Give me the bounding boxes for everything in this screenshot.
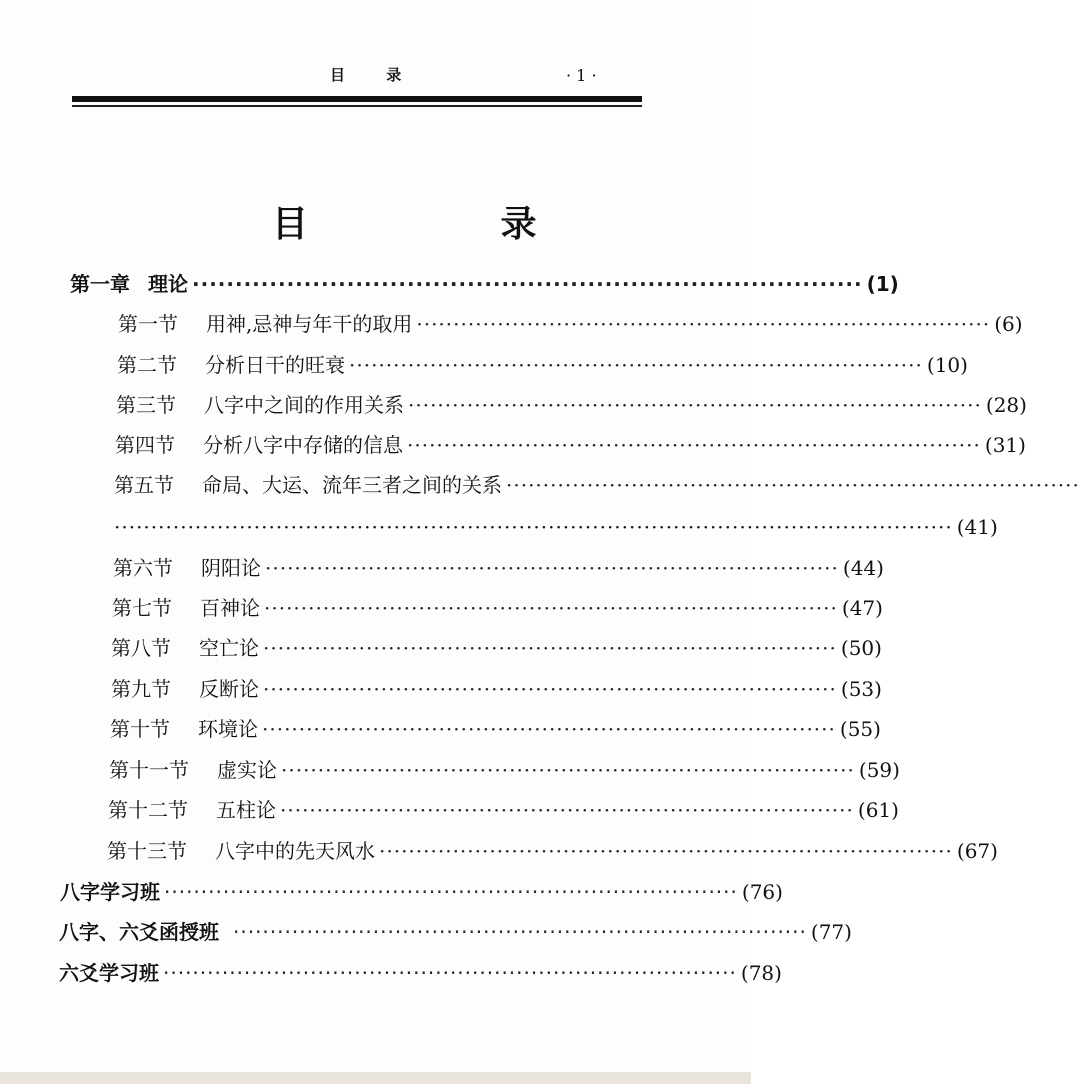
toc-label: 第十节 (110, 717, 170, 741)
toc-entry-correspondence-class (59, 918, 852, 946)
toc-page: (55) (839, 717, 881, 741)
toc-label: 第一章 (70, 272, 130, 296)
toc-title: 用神,忌神与年干的取用 (206, 312, 413, 336)
toc-page: (28) (985, 393, 1027, 417)
toc-title: 八字中的先天风水 (215, 839, 375, 863)
toc-page: (78) (740, 961, 782, 985)
toc-label: 第七节 (112, 596, 172, 620)
toc-title: 百神论 (200, 596, 260, 620)
toc-title: 虚实论 (217, 758, 277, 782)
toc-leader: ·············································································· (408, 393, 982, 417)
toc-page: (41) (956, 515, 998, 539)
toc-label: 第三节 (116, 393, 176, 417)
toc-leader: ·············································································· (192, 272, 863, 296)
toc-leader: ·············································································· (262, 717, 836, 741)
page-bottom-edge (0, 1072, 751, 1084)
toc-entry-section7 (112, 594, 883, 622)
running-header (0, 62, 751, 86)
toc-label: 第二节 (117, 353, 177, 377)
toc-title: 八字学习班 (60, 880, 160, 904)
toc-entry-section5-continued (114, 513, 998, 541)
toc-label: 第一节 (118, 312, 178, 336)
toc-page: (67) (956, 839, 998, 863)
toc-leader: ·············································································· (407, 433, 981, 457)
toc-title: 八字中之间的作用关系 (204, 393, 404, 417)
toc-leader: ·················································································································· (114, 515, 953, 539)
toc-entry-section2 (117, 351, 968, 379)
toc-leader: ·············································································· (264, 596, 838, 620)
toc-title: 分析日干的旺衰 (205, 353, 345, 377)
toc-leader: ·············································································· (263, 677, 837, 701)
toc-entry-section12 (108, 796, 899, 824)
toc-title: 八字、六爻函授班 (59, 920, 219, 944)
toc-title: 环境论 (198, 717, 258, 741)
toc-entry-chapter1 (70, 270, 899, 298)
header-rule-thin (72, 105, 642, 107)
page-number: · 1 · (566, 66, 597, 85)
toc-entry-section5 (114, 471, 1080, 499)
running-title: 目 录 (330, 66, 420, 84)
toc-leader: ·············································································· (506, 473, 1080, 497)
toc-label: 第八节 (111, 636, 171, 660)
toc-title: 反断论 (199, 677, 259, 701)
toc-entry-study-class-liuyao (59, 959, 782, 987)
toc-entry-study-class-bazi (60, 878, 783, 906)
toc-leader: ·············································································· (416, 312, 991, 336)
toc-entry-section1 (118, 310, 1023, 338)
toc-leader: ·············································································· (281, 758, 855, 782)
toc-entry-section11 (109, 756, 900, 784)
toc-title: 分析八字中存储的信息 (203, 433, 403, 457)
toc-title: 理论 (148, 272, 188, 296)
toc-leader: ·············································································· (379, 839, 953, 863)
toc-label: 第十一节 (109, 758, 189, 782)
page-title: 目 录 (272, 204, 627, 245)
toc-page: (6) (994, 312, 1023, 336)
toc-entry-section8 (111, 634, 882, 662)
toc-label: 第六节 (113, 556, 173, 580)
toc-page: (53) (840, 677, 882, 701)
toc-leader: ·············································································· (280, 798, 854, 822)
toc-leader: ·············································································· (263, 636, 837, 660)
toc-entry-section10 (110, 715, 881, 743)
toc-page: (61) (857, 798, 899, 822)
toc-page: (76) (741, 880, 783, 904)
toc-page: (31) (984, 433, 1026, 457)
toc-entry-section3 (116, 391, 1027, 419)
toc-entry-section4 (115, 431, 1026, 459)
toc-page: (50) (840, 636, 882, 660)
toc-leader: ·············································································· (163, 961, 737, 985)
toc-title: 命局、大运、流年三者之间的关系 (202, 473, 502, 497)
toc-leader: ·············································································· (349, 353, 923, 377)
toc-title: 阴阳论 (201, 556, 261, 580)
toc-leader: ·············································································· (233, 920, 807, 944)
toc-page: (1) (866, 272, 899, 296)
toc-label: 第十二节 (108, 798, 188, 822)
toc-leader: ·············································································· (164, 880, 738, 904)
toc-label: 第五节 (114, 473, 174, 497)
toc-title: 六爻学习班 (59, 961, 159, 985)
toc-entry-section6 (113, 554, 884, 582)
toc-page: (44) (842, 556, 884, 580)
toc-leader: ·············································································· (265, 556, 839, 580)
toc-entry-section13 (107, 837, 998, 865)
toc-page: (77) (810, 920, 852, 944)
toc-label: 第九节 (111, 677, 171, 701)
toc-label: 第四节 (115, 433, 175, 457)
toc-entry-section9 (111, 675, 882, 703)
toc-page: (10) (926, 353, 968, 377)
header-rule-thick (72, 96, 642, 102)
toc-page: (47) (841, 596, 883, 620)
toc-page: (59) (858, 758, 900, 782)
toc-label: 第十三节 (107, 839, 187, 863)
toc-title: 空亡论 (199, 636, 259, 660)
toc-title: 五柱论 (216, 798, 276, 822)
